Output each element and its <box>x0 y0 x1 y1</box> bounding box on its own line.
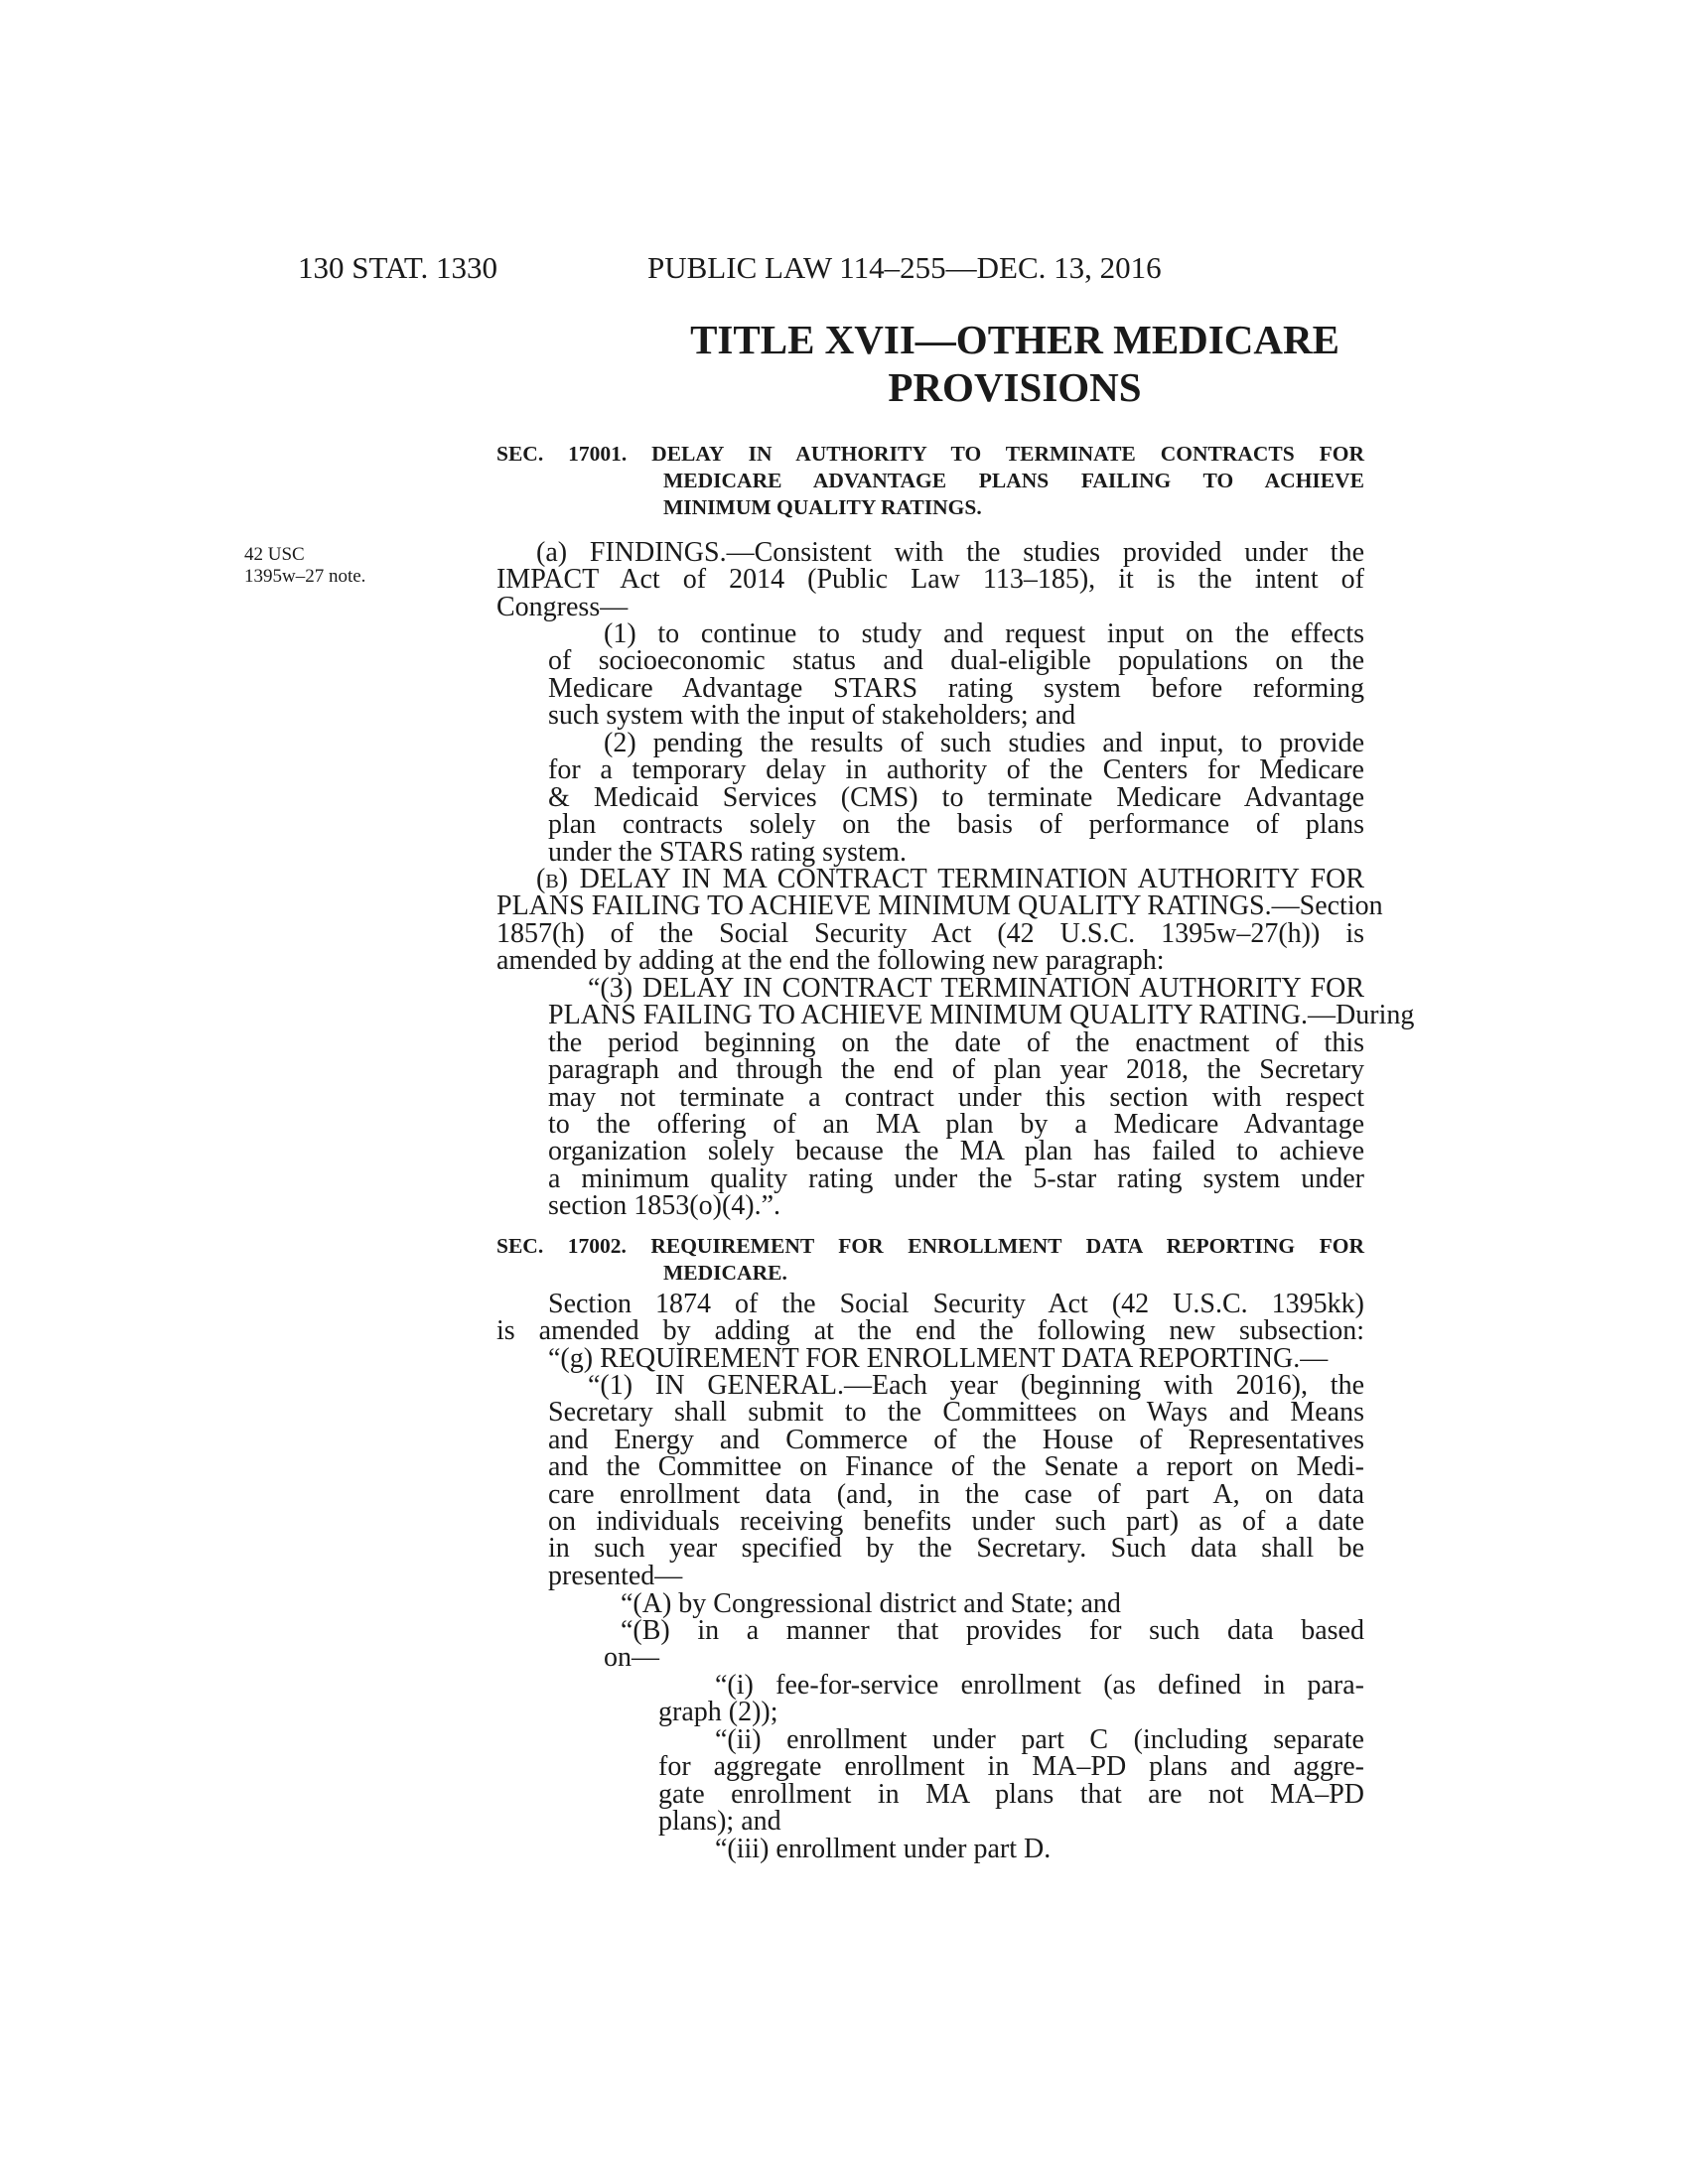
text-line: presented— <box>548 1560 683 1591</box>
text-line: under the STARS rating system. <box>548 836 907 868</box>
text-line: and the Committee on Finance of the Senate a report on Medi- <box>548 1451 1364 1483</box>
text-line: plans); and <box>658 1806 781 1838</box>
text-line: on— <box>604 1642 659 1674</box>
text-line: (a) FINDINGS.—Consistent with the studies provided under the <box>536 537 1364 568</box>
text-line: Secretary shall submit to the Committees on Ways and Means <box>548 1397 1364 1429</box>
text-line: section 1853(o)(4).”. <box>548 1190 781 1222</box>
paragraph-2 <box>548 730 1364 866</box>
text-line: “(i) fee-for-service enrollment (as defined in para- <box>715 1670 1364 1701</box>
text-line: may not terminate a contract under this section with respect <box>548 1081 1364 1113</box>
text-line: “(iii) enrollment under part D. <box>715 1834 1052 1864</box>
text-line: for aggregate enrollment in MA–PD plans and aggre- <box>658 1751 1364 1783</box>
text-line: graph (2)); <box>658 1697 778 1728</box>
section-17001-heading-line: SEC. 17001. DELAY IN AUTHORITY TO TERMINATE CONTRACTS FOR <box>496 442 1364 466</box>
text-line: organization solely because the MA plan has failed to achieve <box>548 1136 1364 1167</box>
text-line: to the offering of an MA plan by a Medicare Advantage <box>548 1109 1364 1141</box>
text-line: Section 1874 of the Social Security Act (42 U.S.C. 1395kk) <box>548 1289 1364 1319</box>
subparagraph-B <box>604 1617 1364 1672</box>
text-line: in such year specified by the Secretary. Such data shall be <box>548 1533 1364 1565</box>
paragraph-1 <box>548 620 1364 730</box>
text-line: “(A) by Congressional district and State; and <box>621 1588 1121 1619</box>
text-line: “(3) DELAY IN CONTRACT TERMINATION AUTHORITY FOR <box>588 973 1364 1004</box>
text-line: “(B) in a manner that provides for such data based <box>621 1615 1364 1646</box>
text-line: such system with the input of stakeholders; and <box>548 700 1076 732</box>
section-17001-heading-line: MINIMUM QUALITY RATINGS. <box>663 495 982 519</box>
text-line: plan contracts solely on the basis of performance of plans <box>548 809 1364 841</box>
text-line: (1) to continue to study and request input on the effects <box>604 618 1364 649</box>
text-line: & Medicaid Services (CMS) to terminate Medicare Advantage <box>548 781 1364 813</box>
text-line: “(1) IN GENERAL.—Each year (beginning with 2016), the <box>588 1370 1364 1401</box>
paragraph-3-quoted <box>548 973 1415 1222</box>
text-line: of socioeconomic status and dual-eligible populations on the <box>548 645 1364 677</box>
text-line: (2) pending the results of such studies and input, to provide <box>604 728 1364 758</box>
stat-page-number: 130 STAT. 1330 <box>298 250 498 285</box>
subparagraph-A <box>621 1590 1364 1617</box>
section-17002-heading-line: SEC. 17002. REQUIREMENT FOR ENROLLMENT DATA REPORTING FOR <box>496 1234 1364 1258</box>
section-17001-heading-line: MEDICARE ADVANTAGE PLANS FAILING TO ACHIEVE <box>663 469 1364 492</box>
section-17002-heading <box>496 1233 1364 1287</box>
paragraph-a-findings <box>496 539 1364 620</box>
margin-citation-note <box>244 544 365 588</box>
text-line: Medicare Advantage STARS rating system before reforming <box>548 672 1364 704</box>
margin-note-line: 1395w–27 note. <box>244 566 366 587</box>
title-line-1: TITLE XVII—OTHER MEDICARE <box>690 317 1339 362</box>
text-line: is amended by adding at the end the following new subsection: <box>496 1315 1364 1347</box>
text-line: a minimum quality rating under the 5-star rating system under <box>548 1162 1364 1194</box>
section-17001-heading <box>496 441 1364 521</box>
text-line: for a temporary delay in authority of the Centers for Medicare <box>548 754 1364 786</box>
text-line: 1857(h) of the Social Security Act (42 U.S.C. 1395w–27(h)) is <box>496 917 1364 949</box>
title-heading <box>496 316 1533 411</box>
section-17002-heading-line: MEDICARE. <box>663 1261 787 1285</box>
text-line: on individuals receiving benefits under such part) as of a date <box>548 1506 1364 1538</box>
paragraph-b-delay <box>496 864 1383 977</box>
title-line-2: PROVISIONS <box>888 364 1142 410</box>
margin-note-line: 42 USC <box>244 544 305 565</box>
text-line: (b) DELAY IN MA CONTRACT TERMINATION AUTHORITY FOR <box>536 864 1364 894</box>
clause-i <box>658 1672 1364 1726</box>
text-line: and Energy and Commerce of the House of Representatives <box>548 1424 1364 1455</box>
paragraph-g-1 <box>548 1372 1364 1589</box>
text-line: Congress— <box>496 591 629 622</box>
text-line: amended by adding at the end the following new paragraph: <box>496 945 1165 977</box>
text-line: PLANS FAILING TO ACHIEVE MINIMUM QUALITY RATINGS.—Section <box>496 890 1383 922</box>
public-law-header: PUBLIC LAW 114–255—DEC. 13, 2016 <box>647 250 1162 285</box>
section-17002-intro <box>496 1291 1364 1345</box>
subsection-g-heading <box>548 1345 1364 1372</box>
text-line: gate enrollment in MA plans that are not MA–PD <box>658 1778 1364 1810</box>
text-line: “(ii) enrollment under part C (including separate <box>715 1724 1364 1755</box>
clause-ii <box>658 1726 1364 1836</box>
text-line: IMPACT Act of 2014 (Public Law 113–185), it is the intent of <box>496 564 1364 596</box>
text-line: paragraph and through the end of plan year 2018, the Secretary <box>548 1054 1364 1086</box>
text-line: “(g) REQUIREMENT FOR ENROLLMENT DATA REPORTING.— <box>548 1343 1329 1374</box>
text-line: PLANS FAILING TO ACHIEVE MINIMUM QUALITY RATING.—During <box>548 1000 1415 1031</box>
clause-iii <box>658 1836 1364 1862</box>
text-line: care enrollment data (and, in the case of part A, on data <box>548 1478 1364 1510</box>
text-line: the period beginning on the date of the enactment of this <box>548 1026 1364 1058</box>
